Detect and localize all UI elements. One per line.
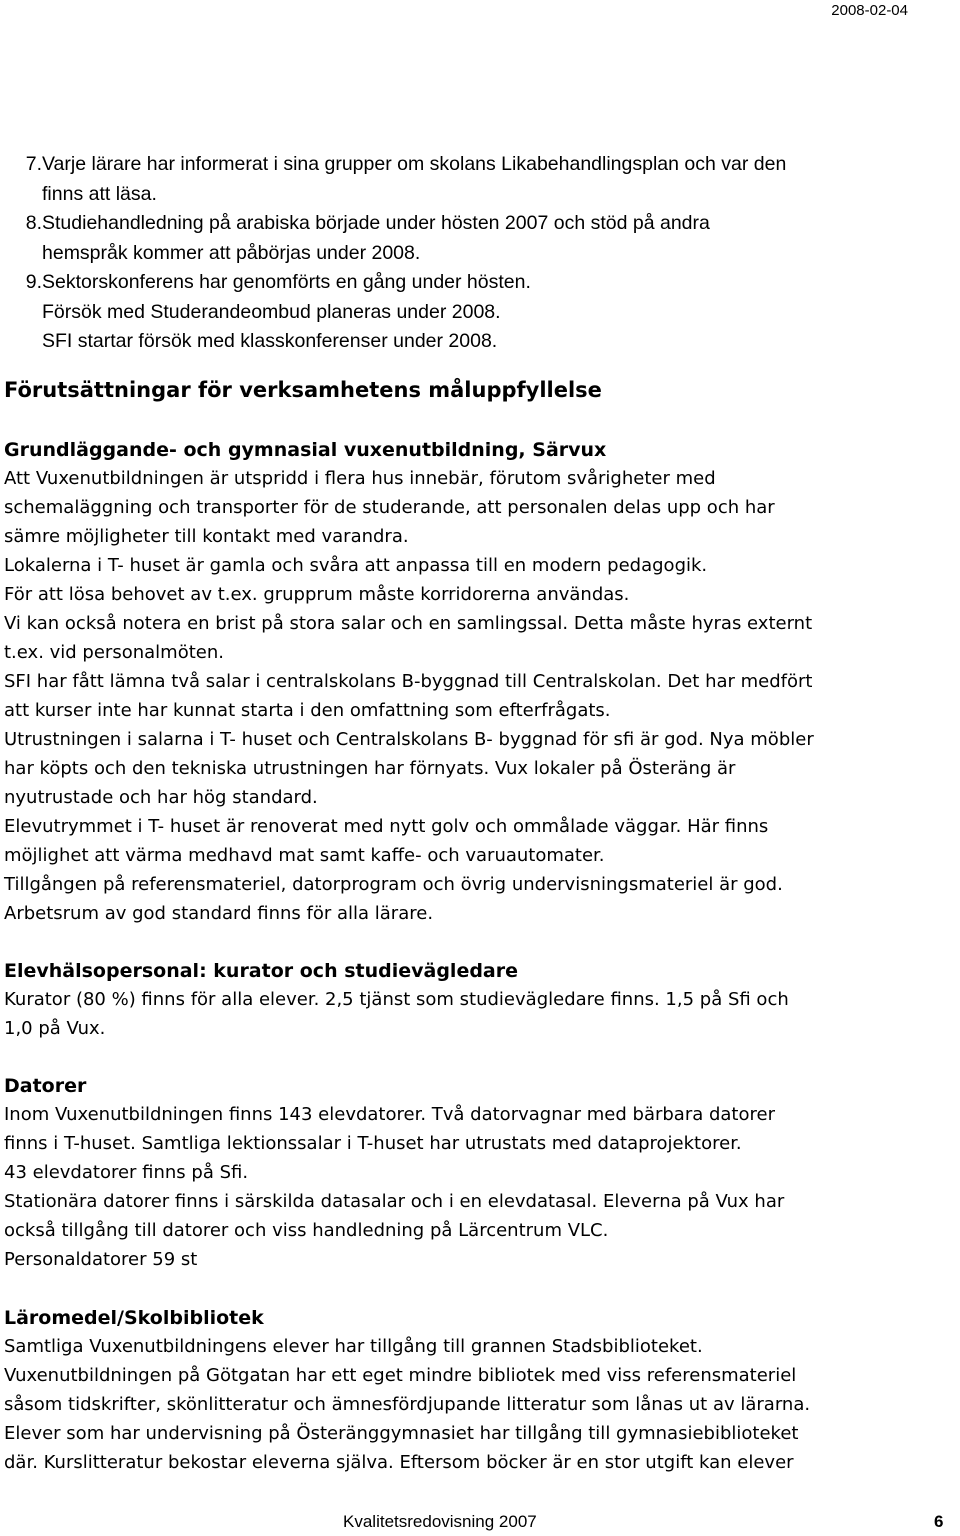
paragraph-line: Arbetsrum av god standard finns för alla lärare. — [4, 903, 434, 924]
section-datorer — [4, 1072, 960, 1274]
paragraph-line: Vi kan också notera en brist på stora salar och en samlingssal. Detta måste hyras externt — [4, 613, 813, 634]
section-laromedel — [4, 1304, 960, 1477]
paragraph-line: Personaldatorer 59 st — [4, 1249, 198, 1270]
section-heading: Läromedel/Skolbibliotek — [4, 1307, 264, 1329]
section-heading: Datorer — [4, 1075, 87, 1097]
numbered-list — [0, 150, 960, 357]
paragraph-line: Inom Vuxenutbildningen finns 143 elevdatorer. Två datorvagnar med bärbara datorer — [4, 1104, 775, 1125]
document-date: 2008-02-04 — [831, 2, 908, 19]
paragraph-line: För att lösa behovet av t.ex. grupprum måste korridorerna användas. — [4, 584, 630, 605]
paragraph-line: Utrustningen i salarna i T- huset och Centralskolans B- byggnad för sfi är god. Nya möbler — [4, 729, 814, 750]
paragraph-line: nyutrustade och har hög standard. — [4, 787, 318, 808]
list-item — [0, 150, 960, 209]
paragraph-line: Kurator (80 %) finns för alla elever. 2,5 tjänst som studievägledare finns. 1,5 på Sfi och — [4, 989, 789, 1010]
paragraph-line: Samtliga Vuxenutbildningens elever har tillgång till grannen Stadsbiblioteket. — [4, 1336, 703, 1357]
list-item-line: finns att läsa. — [42, 182, 157, 205]
list-item-line: Sektorskonferens har genomförts en gång under hösten. — [42, 271, 531, 293]
paragraph-line: Elevutrymmet i T- huset är renoverat med nytt golv och ommålade väggar. Här finns — [4, 816, 769, 837]
section-elevhalsa — [4, 957, 960, 1043]
paragraph-line: möjlighet att värma medhavd mat samt kaffe- och varuautomater. — [4, 845, 605, 866]
list-number: 8. — [25, 212, 42, 234]
list-item — [0, 209, 960, 268]
paragraph-line: SFI har fått lämna två salar i centralskolans B-byggnad till Centralskolan. Det har medfört — [4, 671, 813, 692]
paragraph-line: där. Kurslitteratur bekostar eleverna själva. Eftersom böcker är en stor utgift kan elever — [4, 1452, 794, 1473]
list-item-line: Försök med Studerandeombud planeras under 2008. — [42, 300, 501, 323]
paragraph-line: 1,0 på Vux. — [4, 1018, 106, 1039]
footer-title: Kvalitetsredovisning 2007 — [343, 1512, 537, 1531]
list-item-line: Varje lärare har informerat i sina grupper om skolans Likabehandlingsplan och var den — [42, 153, 787, 175]
section-heading: Elevhälsopersonal: kurator och studievägledare — [4, 960, 519, 982]
section-heading: Grundläggande- och gymnasial vuxenutbildning, Särvux — [4, 439, 607, 461]
list-number: 9. — [25, 271, 42, 293]
paragraph-line: Att Vuxenutbildningen är utspridd i flera hus innebär, förutom svårigheter med — [4, 468, 716, 489]
paragraph-line: att kurser inte har kunnat starta i den omfattning som efterfrågats. — [4, 700, 611, 721]
paragraph-line: 43 elevdatorer finns på Sfi. — [4, 1162, 249, 1183]
paragraph-line: Tillgången på referensmateriel, datorprogram och övrig undervisningsmateriel är god. — [4, 874, 783, 895]
list-number: 7. — [25, 153, 42, 175]
list-item-line: hemspråk kommer att påbörjas under 2008. — [42, 241, 421, 264]
paragraph-line: schemaläggning och transporter för de studerande, att personalen delas upp och har — [4, 497, 775, 518]
paragraph-line: har köpts och den tekniska utrustningen har förnyats. Vux lokaler på Österäng är — [4, 758, 736, 779]
paragraph-line: Vuxenutbildningen på Götgatan har ett eget mindre bibliotek med viss referensmateriel — [4, 1365, 797, 1386]
paragraph-line: Lokalerna i T- huset är gamla och svåra att anpassa till en modern pedagogik. — [4, 555, 708, 576]
page-number: 6 — [934, 1512, 944, 1531]
paragraph-line: finns i T-huset. Samtliga lektionssalar i T-huset har utrustats med dataprojektorer. — [4, 1133, 742, 1154]
section-grundlaggande — [4, 436, 960, 928]
list-item-line: SFI startar försök med klasskonferenser under 2008. — [42, 330, 498, 352]
paragraph-line: också tillgång till datorer och viss handledning på Lärcentrum VLC. — [4, 1220, 609, 1241]
main-heading: Förutsättningar för verksamhetens måluppfyllelse — [4, 378, 602, 402]
paragraph-line: sämre möjligheter till kontakt med varandra. — [4, 526, 409, 547]
list-item — [0, 268, 960, 357]
paragraph-line: Stationära datorer finns i särskilda datasalar och i en elevdatasal. Eleverna på Vux har — [4, 1191, 785, 1212]
paragraph-line: t.ex. vid personalmöten. — [4, 642, 224, 663]
paragraph-line: Elever som har undervisning på Österänggymnasiet har tillgång till gymnasiebiblioteket — [4, 1423, 799, 1444]
paragraph-line: såsom tidskrifter, skönlitteratur och ämnesfördjupande litteratur som lånas ut av lärarna. — [4, 1394, 811, 1415]
list-item-line: Studiehandledning på arabiska började under hösten 2007 och stöd på andra — [42, 212, 710, 234]
